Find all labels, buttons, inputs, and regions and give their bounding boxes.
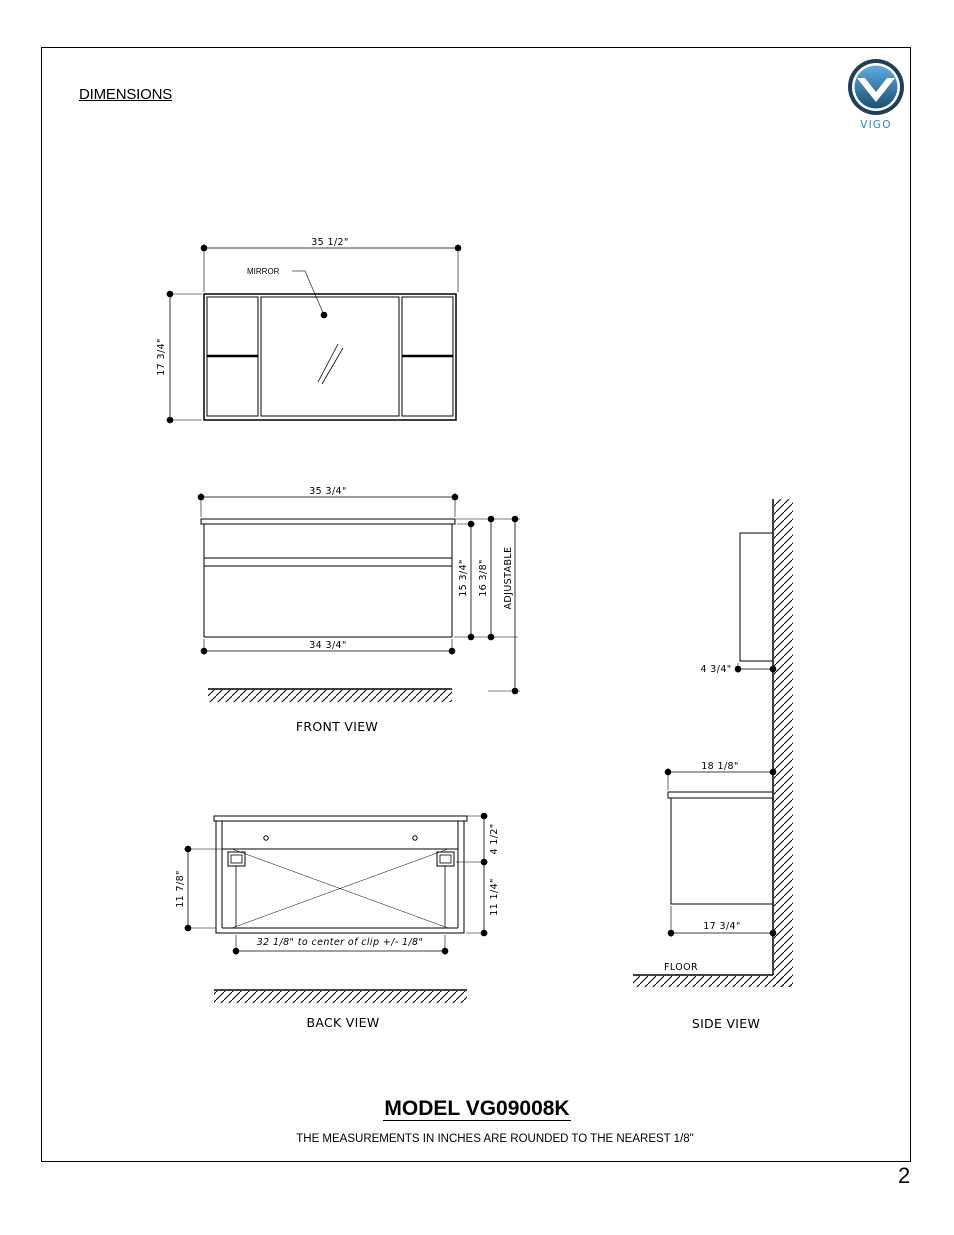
measurement-note: THE MEASUREMENTS IN INCHES ARE ROUNDED TO THE NEAREST 1/8" — [296, 1133, 694, 1145]
side-floor-hatch — [633, 976, 793, 987]
back-lower-height-label: 11 1/4" — [489, 878, 500, 916]
mirror-width-label: 35 1/2" — [311, 237, 349, 248]
side-top-depth-label: 18 1/8" — [701, 761, 739, 772]
front-h2-label: 16 3/8" — [478, 559, 489, 597]
side-body-depth-label: 17 3/4" — [703, 921, 741, 932]
side-wall-hatch — [774, 499, 793, 987]
front-h1-label: 15 3/4" — [458, 559, 469, 597]
side-floor-label: FLOOR — [664, 962, 698, 973]
front-top-width-label: 35 3/4" — [309, 486, 347, 497]
side-mirror-depth-label: 4 3/4" — [700, 664, 732, 675]
logo-text: VIGO — [860, 119, 892, 130]
page-title: DIMENSIONS — [79, 86, 173, 103]
mirror-label: MIRROR — [247, 267, 280, 276]
side-view — [633, 499, 776, 975]
mirror-view — [166, 244, 461, 423]
back-view-label: BACK VIEW — [306, 1015, 380, 1030]
front-view-label: FRONT VIEW — [295, 719, 379, 734]
front-bottom-width-label: 34 3/4" — [309, 640, 347, 651]
back-clip-width-label: 32 1/8" to center of clip +/- 1/8" — [256, 937, 424, 948]
front-floor-hatch — [208, 690, 452, 702]
back-view — [184, 813, 488, 990]
front-view — [198, 493, 520, 694]
model-title — [0, 1097, 954, 1121]
mirror-height-label: 17 3/4" — [156, 338, 167, 376]
front-adjustable-label: ADJUSTABLE — [503, 546, 514, 610]
page-number: 2 — [898, 1163, 911, 1188]
side-view-label: SIDE VIEW — [691, 1016, 761, 1031]
back-top-gap-label: 4 1/2" — [489, 823, 500, 855]
back-left-height-label: 11 7/8" — [175, 870, 186, 908]
model-number: MODEL VG09008K — [384, 1097, 570, 1120]
back-floor-hatch — [214, 991, 467, 1003]
